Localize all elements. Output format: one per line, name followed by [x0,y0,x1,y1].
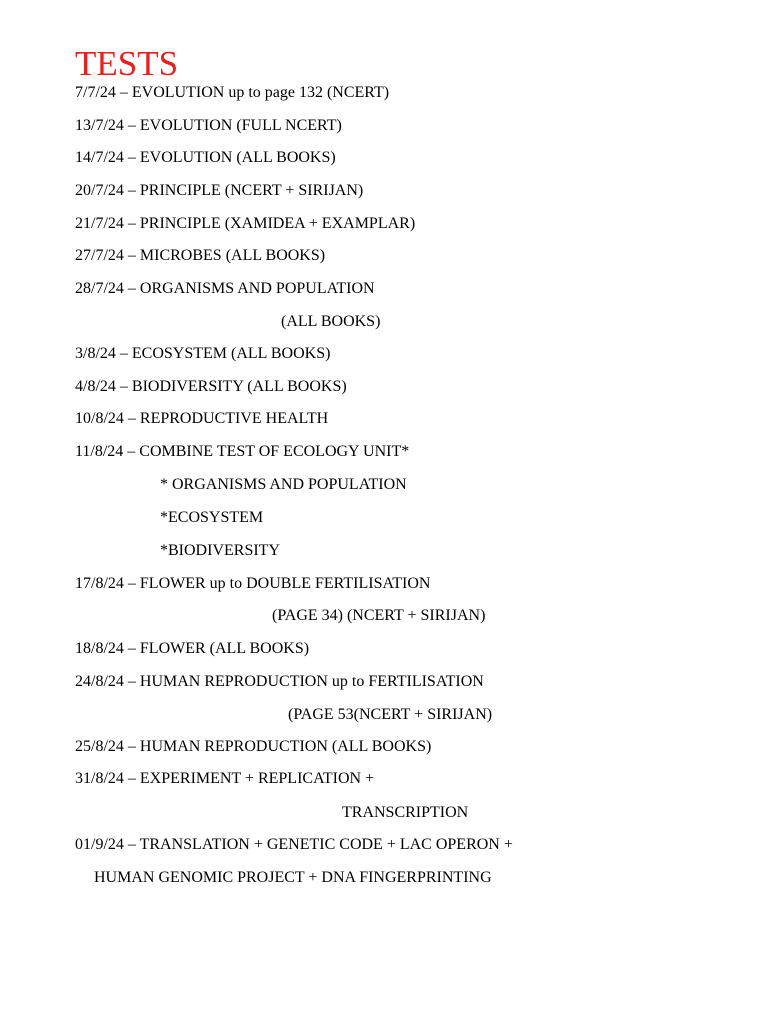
test-entry-continuation: HUMAN GENOMIC PROJECT + DNA FINGERPRINTING [94,869,492,886]
test-entry-continuation: TRANSCRIPTION [342,804,469,821]
test-entry: 7/7/24 – EVOLUTION up to page 132 (NCERT) [75,84,390,101]
test-entry: 24/8/24 – HUMAN REPRODUCTION up to FERTILISATION [75,673,484,690]
sub-topic-item: *BIODIVERSITY [160,542,280,559]
test-entry: 11/8/24 – COMBINE TEST OF ECOLOGY UNIT* [75,443,410,460]
sub-topic-item: *ECOSYSTEM [160,509,264,526]
test-entry: 01/9/24 – TRANSLATION + GENETIC CODE + LAC OPERON + [75,836,513,853]
test-entry: 20/7/24 – PRINCIPLE (NCERT + SIRIJAN) [75,182,364,199]
test-entry: 3/8/24 – ECOSYSTEM (ALL BOOKS) [75,345,331,362]
test-entry: 21/7/24 – PRINCIPLE (XAMIDEA + EXAMPLAR) [75,215,416,232]
test-entry: 18/8/24 – FLOWER (ALL BOOKS) [75,640,310,657]
test-entry: 4/8/24 – BIODIVERSITY (ALL BOOKS) [75,378,347,395]
test-entry: 27/7/24 – MICROBES (ALL BOOKS) [75,247,326,264]
test-entry: 14/7/24 – EVOLUTION (ALL BOOKS) [75,149,336,166]
test-entry: 28/7/24 – ORGANISMS AND POPULATION [75,280,375,297]
page-title: TESTS [75,44,179,83]
test-entry-continuation: (ALL BOOKS) [281,313,381,330]
test-entry-continuation: (PAGE 34) (NCERT + SIRIJAN) [272,607,486,624]
test-entry: 17/8/24 – FLOWER up to DOUBLE FERTILISATION [75,575,431,592]
test-entry: 10/8/24 – REPRODUCTIVE HEALTH [75,410,329,427]
test-entry: 25/8/24 – HUMAN REPRODUCTION (ALL BOOKS) [75,738,432,755]
test-entry-continuation: (PAGE 53(NCERT + SIRIJAN) [288,706,493,723]
test-entry: 13/7/24 – EVOLUTION (FULL NCERT) [75,117,342,134]
test-entry: 31/8/24 – EXPERIMENT + REPLICATION + [75,770,375,787]
sub-topic-item: * ORGANISMS AND POPULATION [160,476,407,493]
